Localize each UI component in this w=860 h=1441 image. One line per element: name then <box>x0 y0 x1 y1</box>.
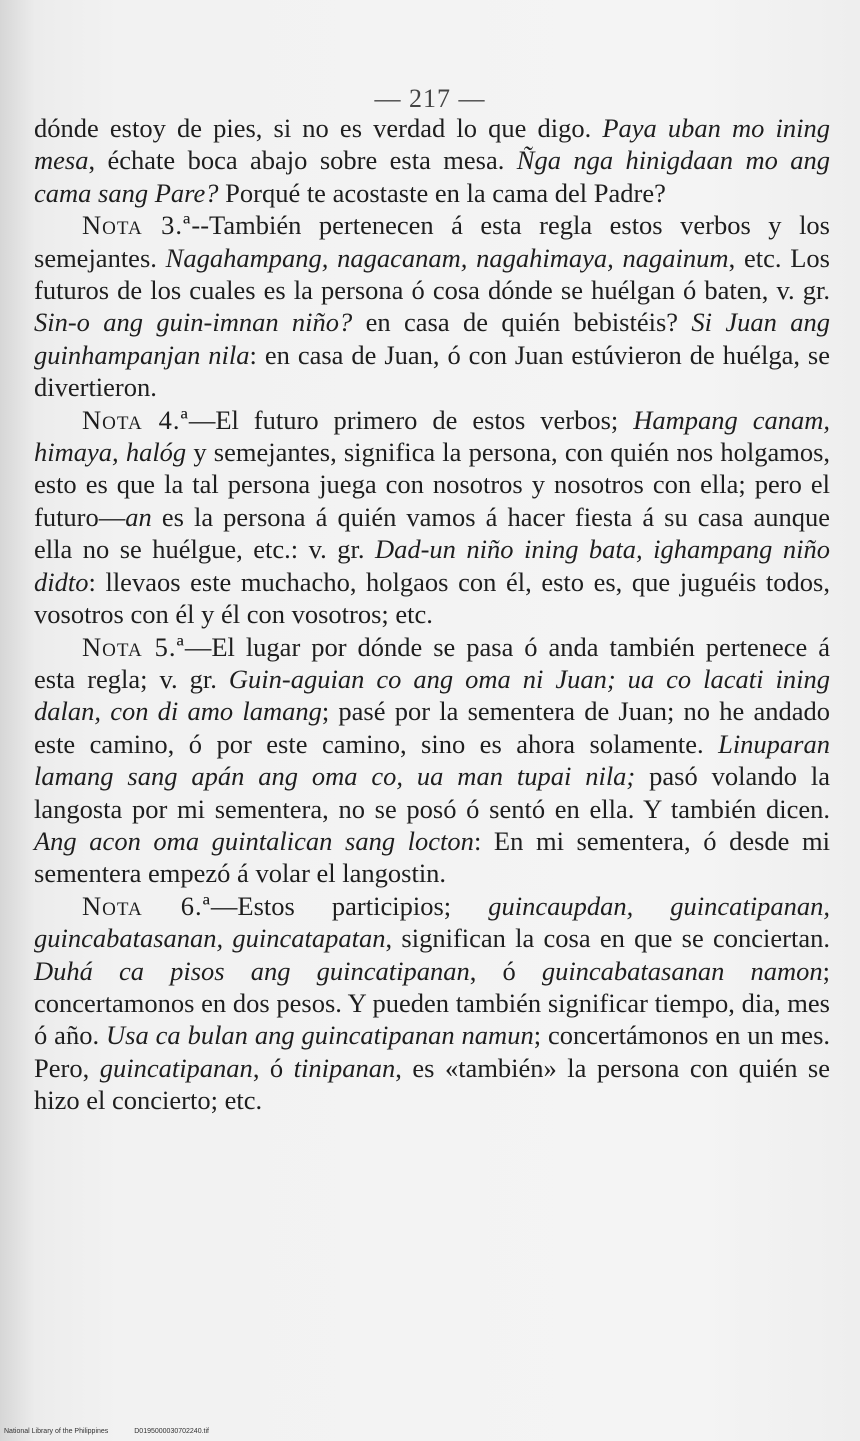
paragraph-nota-4 <box>34 404 830 631</box>
text-run: , ó <box>252 1052 294 1083</box>
text-run: , es «también» la persona con quién se hizo el concierto; etc. <box>34 1052 831 1116</box>
text-run: , ó <box>469 955 542 986</box>
text-run: ; concertámonos en un mes. Pero, <box>34 1020 831 1083</box>
text-run: : En mi sementera, ó desde mi sementera empezó á volar el langostin. <box>34 825 830 889</box>
visayan-example: Sin-o ang guin-imnan niño? <box>34 307 353 338</box>
text-run: —Estos participios; <box>210 890 489 921</box>
visayan-example: Hampang canam, himaya, halóg <box>34 404 830 468</box>
text-run: —El lugar por dónde se pasa ó anda también pertenece á esta regla; v. gr. <box>34 631 830 694</box>
nota-label: Nota 3.ª <box>82 210 192 241</box>
text-run: : llevaos este muchacho, holgaos con él, esto es, que juguéis todos, vosotros con él y él con vosotros; etc. <box>34 566 830 630</box>
nota-label: Nota 4.ª <box>82 404 189 435</box>
paragraph-continuation <box>34 112 830 209</box>
visayan-example: guincaupdan, guincatipanan, guincabatasanan, guincatapatan <box>34 890 830 954</box>
text-run: : en casa de Juan, ó con Juan estúvieron de huélga, se divertieron. <box>34 339 830 403</box>
text-run: y semejantes, significa la persona, con quién nos holgamos, esto es que la tal persona juega con nosotros y nosotros con ella; pero el futuro— <box>34 437 831 532</box>
text-run: , significan la cosa en que se conciertan. <box>385 923 830 954</box>
footer-code: D0195000030702240.tif <box>134 1428 209 1435</box>
scan-footer <box>4 1428 233 1435</box>
nota-label: Nota 6.ª <box>82 890 211 921</box>
text-run: ; pasé por la sementera de Juan; no he andado este camino, ó por este camino, sino es ahora solamente. <box>34 696 831 759</box>
footer-library: National Library of the Philippines <box>4 1428 109 1435</box>
text-run: pasó volando la langosta por mi sementera, no se posó ó sentó en ella. Y también dicen. <box>34 761 831 824</box>
text-run: en casa de quién bebistéis? <box>352 307 692 338</box>
visayan-example: Guin-aguian co ang oma ni Juan; ua co lacati ining dalan, con di amo lamang <box>34 663 830 727</box>
visayan-example: Usa ca bulan ang guincatipanan namun <box>106 1020 534 1051</box>
paragraph-nota-3 <box>34 209 830 403</box>
text-run: , échate boca abajo sobre esta mesa. <box>88 145 517 176</box>
visayan-example: guincatipanan <box>99 1052 253 1083</box>
visayan-example: tinipanan <box>293 1052 396 1083</box>
paragraph-nota-6 <box>34 890 830 1117</box>
body-text <box>34 112 830 1117</box>
page-number: — 217 — <box>374 84 486 113</box>
visayan-example: Linuparan lamang sang apán ang oma co, ua man tupai nila; <box>34 728 830 792</box>
visayan-example: Dad-un niño ining bata, ighampang niño didto <box>34 534 830 597</box>
text-run: ; concertamonos en dos pesos. Y pueden también significar tiempo, dia, mes ó año. <box>34 955 830 1051</box>
text-run: --También pertenecen á esta regla estos verbos y los semejantes. <box>34 210 830 273</box>
paragraph-nota-5 <box>34 631 830 890</box>
visayan-example: Duhá ca pisos ang guincatipanan <box>34 955 470 986</box>
text-run: es la persona á quién vamos á hacer fiesta á su casa aunque ella no se huélgue, etc.: v. gr. <box>34 501 830 565</box>
visayan-example: Paya uban mo ining mesa <box>34 113 831 176</box>
text-run: dónde estoy de pies, si no es verdad lo que digo. <box>34 113 603 143</box>
visayan-example: Ang acon oma guintalican sang locton <box>34 825 474 856</box>
text-run: Porqué te acostaste en la cama del Padre? <box>218 177 666 208</box>
nota-label: Nota 5.ª <box>82 631 185 662</box>
text-run: , etc. Los futuros de los cuales es la persona ó cosa dónde se huélgan ó baten, v. gr. <box>34 242 830 306</box>
visayan-example: Nagahampang, nagacanam, nagahimaya, nagainum <box>165 242 729 273</box>
text-run: —El futuro primero de estos verbos; <box>188 404 634 435</box>
visayan-example: Ñga nga hinigdaan mo ang cama sang Pare? <box>34 145 830 208</box>
visayan-example: guincabatasanan namon <box>541 955 823 986</box>
visayan-example: an <box>125 501 152 532</box>
visayan-example: Si Juan ang guinhampanjan nila <box>34 307 831 370</box>
